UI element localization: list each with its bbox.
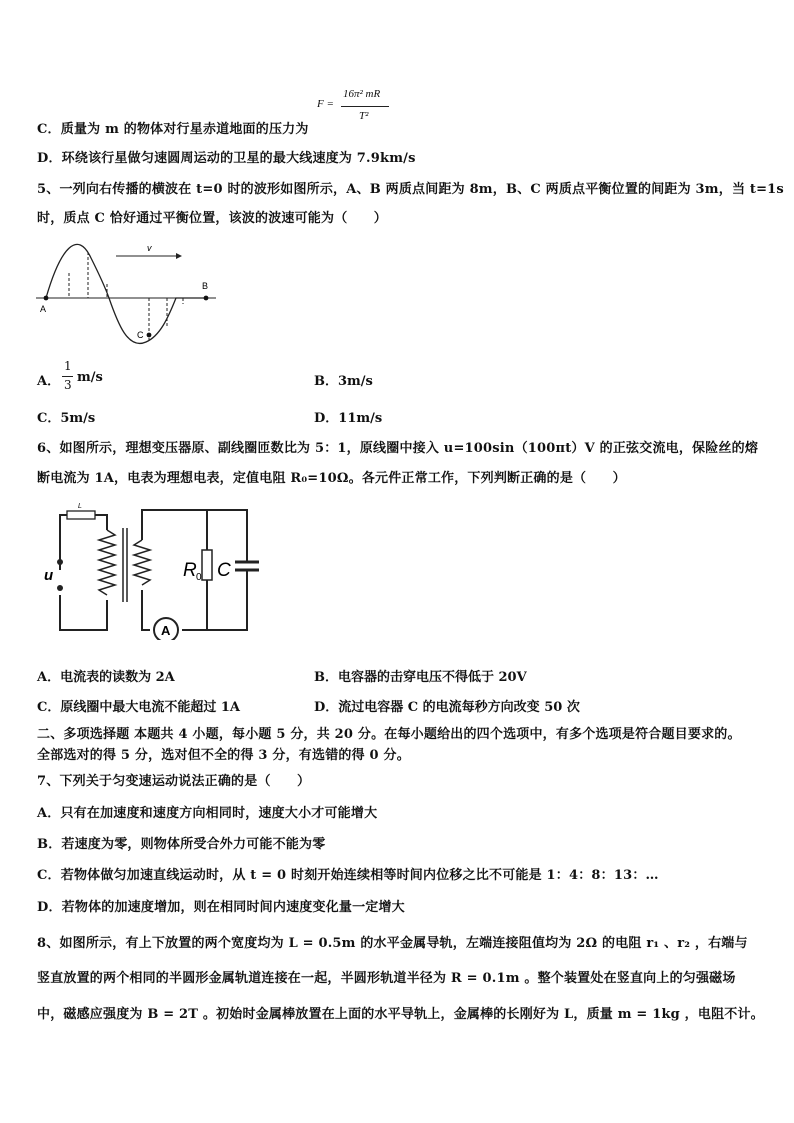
label-b: B [202, 281, 209, 291]
ammeter-label: A [161, 623, 171, 638]
primary-wire [60, 515, 107, 630]
label-u: u [44, 567, 54, 584]
section2-line2: 全部选对的得 5 分，选对但不全的得 3 分，有选错的得 0 分。 [37, 748, 410, 763]
q5-option-b: B．3m/s [314, 374, 373, 389]
point-c [147, 333, 152, 338]
velocity-arrowhead [176, 253, 182, 259]
q6-option-c: C．原线圈中最大电流不能超过 1A [37, 700, 241, 715]
terminal-bottom [57, 585, 63, 591]
q6-option-d: D．流过电容器 C 的电流每秒方向改变 50 次 [314, 700, 580, 715]
label-v: v [147, 243, 152, 253]
q5-option-a-den: 3 [64, 378, 72, 392]
q5-option-a-num: 1 [64, 359, 72, 373]
label-a: A [40, 304, 47, 314]
q7-option-d: D．若物体的加速度增加，则在相同时间内速度变化量一定增大 [37, 900, 405, 915]
point-b [204, 296, 209, 301]
prev-option-c: C．质量为 m 的物体对行星赤道地面的压力为 [37, 122, 309, 137]
q5-stem-line1: 5、一列向右传播的横波在 t=0 时的波形如图所示，A、B 两质点间距为 8m，B、C 两质点平衡位置的间距为 3m，当 t=1s [37, 182, 784, 197]
formula-bar [341, 106, 389, 107]
primary-coil [99, 530, 115, 595]
label-c: C [137, 330, 144, 340]
q5-option-a [37, 370, 60, 389]
q7-stem: 7、下列关于匀变速运动说法正确的是（ ） [37, 774, 311, 789]
q6-circuit-figure [42, 500, 272, 640]
q7-option-b: B．若速度为零，则物体所受合外力可能不能为零 [37, 837, 326, 852]
prev-option-d: D．环绕该行星做匀速圆周运动的卫星的最大线速度为 7.9km/s [37, 151, 416, 166]
secondary-coil [134, 540, 150, 585]
q7-option-c: C．若物体做匀加速直线运动时，从 t = 0 时刻开始连续相等时间内位移之比不可能是 1：4：8：13：… [37, 868, 659, 883]
wave-curve [46, 244, 209, 343]
q6-stem-line1: 6、如图所示，理想变压器原、副线圈匝数比为 5：1，原线圈中接入 u=100sin（100πt）V 的正弦交流电，保险丝的熔 [37, 441, 759, 456]
q8-stem-line3: 中，磁感应强度为 B = 2T 。初始时金属棒放置在上面的水平导轨上，金属棒的长刚好为 L，质量 m = 1kg ，电阻不计。 [37, 1007, 764, 1022]
q7-option-a: A．只有在加速度和速度方向相同时，速度大小才可能增大 [37, 806, 378, 821]
fuse [67, 511, 95, 519]
terminal-top [57, 559, 63, 565]
q5-option-c: C．5m/s [37, 411, 96, 426]
q8-stem-line2: 竖直放置的两个相同的半圆形金属轨道连接在一起，半圆形轨道半径为 R = 0.1m 。整个装置处在竖直向上的匀强磁场 [37, 971, 736, 986]
q5-stem-line2: 时，质点 C 恰好通过平衡位置，该波的波速可能为（ ） [37, 211, 387, 226]
q5-option-d: D．11m/s [314, 411, 383, 426]
label-c: C [217, 560, 231, 581]
resistor-r0 [202, 550, 212, 580]
q5-option-a-prefix: A． [37, 374, 61, 389]
fuse-label: L [78, 503, 82, 510]
point-a [44, 296, 49, 301]
q5-option-a-fraction-bar [62, 376, 73, 377]
q6-stem-line2: 断电流为 1A，电表为理想电表，定值电阻 R₀=10Ω。各元件正常工作，下列判断正确的是（ ） [37, 471, 626, 486]
section2-line1: 二、多项选择题 本题共 4 小题，每小题 5 分，共 20 分。在每小题给出的四个选项中，有多个选项是符合题目要求的。 [37, 727, 741, 742]
formula-numerator: 16π² mR [343, 88, 381, 100]
formula-lhs: F = [317, 98, 334, 110]
formula-denominator: T² [359, 110, 369, 122]
q8-stem-line1: 8、如图所示，有上下放置的两个宽度均为 L = 0.5m 的水平金属导轨，左端连接阻值均为 2Ω 的电阻 r₁ 、r₂ ，右端与 [37, 936, 748, 951]
label-r0-sub: 0 [196, 572, 202, 583]
q5-option-a-unit: m/s [77, 370, 103, 385]
q5-wave-figure [36, 238, 220, 350]
q6-option-a: A．电流表的读数为 2A [37, 670, 175, 685]
label-r0: R [183, 560, 197, 581]
q6-option-b: B．电容器的击穿电压不得低于 20V [314, 670, 527, 685]
